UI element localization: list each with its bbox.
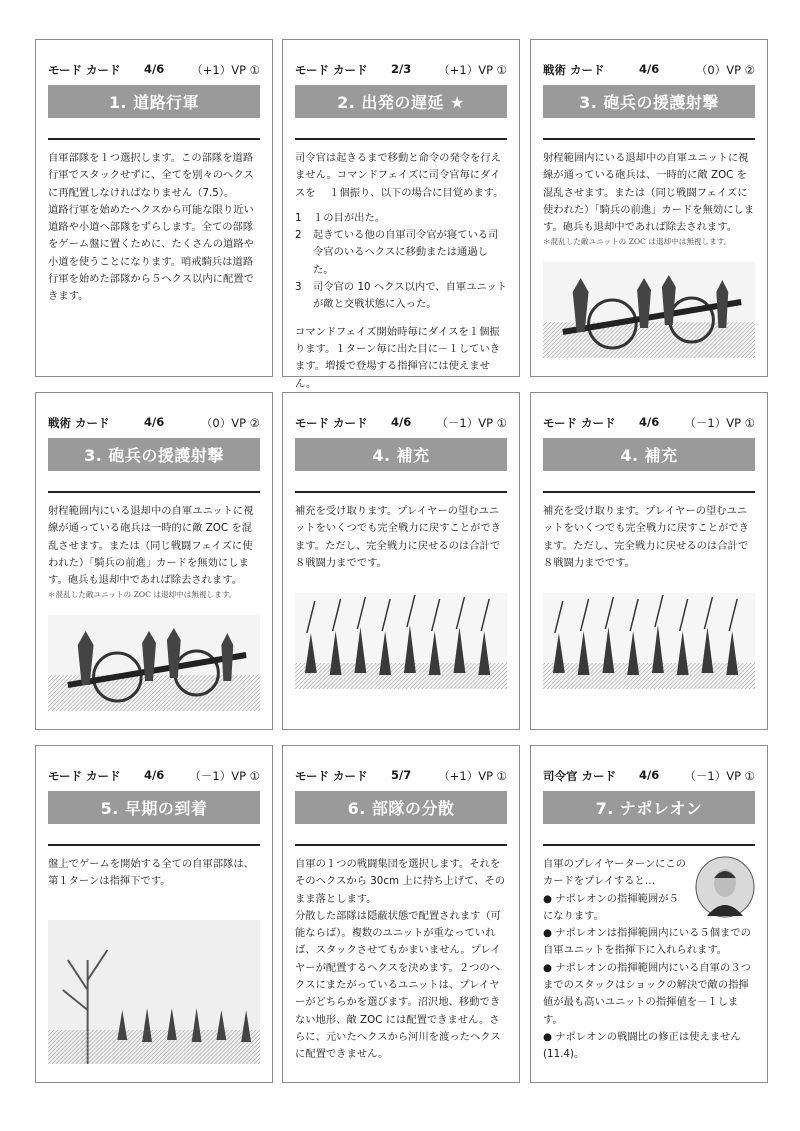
card-header: [48, 768, 260, 784]
card-vp: （+1）VP ①: [438, 63, 507, 77]
divider: [295, 491, 507, 493]
card-count: 4/6: [144, 768, 165, 782]
card-text: 補充を受け取ります。プレイヤーの望むユニットをいくつでも完全戦力に戻すことができます。ただし、完全戦力に戻せるのは合計で８戦闘力までです。: [543, 505, 749, 569]
infantry-march-illustration: [295, 593, 507, 689]
card-header: [543, 768, 755, 784]
card-count: 4/6: [144, 62, 165, 76]
card-vp: （+1）VP ①: [438, 769, 507, 783]
card-text: 分散した部隊は隠蔽状態で配置されます（可能ならば）。複数のユニットが重なっていれば、スタックさせてもかまいません。プレイヤーが配置するヘクスを決めます。２つのヘクスにまたがっているユニットは、プレイヤーがどちらかを選びます。沼沢地、移動できない地形、敵 ZOC には配置できません。さらに、元いたヘクスから河川を渡ったヘクスに配置できません。: [295, 909, 501, 1061]
card-text: 司令官は起きるまで移動と命令の発令を行えません。コマンドフェイズに司令官毎にダイスを １個振り、以下の場合に目覚めます。: [295, 152, 504, 199]
card-type: モード カード: [295, 769, 368, 783]
card-vp: （+1）VP ①: [191, 63, 260, 77]
divider: [543, 138, 755, 140]
card-text: 補充を受け取ります。プレイヤーの望むユニットをいくつでも完全戦力に戻すことができます。ただし、完全戦力に戻せるのは合計で８戦闘力までです。: [295, 505, 501, 569]
card-type: 戦術 カード: [48, 416, 110, 430]
card-unit-dispersion: [282, 745, 520, 1083]
card-body: [295, 856, 507, 1064]
card-artillery-support: [530, 39, 768, 377]
card-header: [48, 415, 260, 431]
card-text: 道路行軍を始めたヘクスから可能な限り近い道路や小道へ部隊をずらします。全ての部隊をゲーム盤に置くために、たくさんの道路や小道を使うことになります。哨戒騎兵は道路行軍を始めた部隊から５ヘクス以内に配置できます。: [48, 203, 254, 303]
divider: [48, 491, 260, 493]
card-count: 4/6: [144, 415, 165, 429]
card-reinforcement-2: [530, 392, 768, 730]
card-vp: （－1）VP ①: [436, 416, 507, 430]
card-title: 7. ナポレオン: [543, 791, 755, 824]
card-note: ＊混乱した敵ユニットの ZOC は退却中は無視します。: [48, 590, 237, 600]
card-text: ● ナポレオンの戦闘比の修正は使えません(11.4)。: [543, 1030, 741, 1061]
list-item: 1 １の目が出た。: [295, 211, 386, 224]
card-body: [543, 150, 755, 248]
card-text: 盤上でゲームを開始する全ての自軍部隊は、第１ターンは指揮下です。: [48, 858, 254, 888]
divider: [48, 138, 260, 140]
card-text: ● ナポレオンは指揮範囲内にいる５個までの自軍ユニットを指揮下に入れられます。: [543, 927, 751, 957]
card-body: [48, 503, 260, 601]
card-type: 司令官 カード: [543, 769, 617, 783]
card-title: 3. 砲兵の援護射撃: [48, 438, 260, 471]
napoleon-portrait: [695, 856, 755, 918]
card-text: 自軍部隊を１つ選択します。この部隊を道路行軍でスタックせずに、全てを別々のヘクスに再配置しなければなりません（7.5）。: [48, 152, 254, 199]
card-early-arrival: [35, 745, 273, 1083]
card-body: [48, 150, 260, 306]
infantry-march-illustration: [543, 593, 755, 689]
card-text: コマンドフェイズ開始時毎にダイスを１個振ります。１ターン毎に出た目に－１していきます。増援で登場する指揮官には使えません。: [295, 325, 500, 390]
card-body: [295, 503, 507, 572]
card-title: 1. 道路行軍: [48, 85, 260, 118]
card-delayed-departure: [282, 39, 520, 390]
card-vp: （0）VP ②: [200, 416, 260, 430]
card-vp: （－1）VP ①: [189, 769, 260, 783]
card-text: 射程範囲内にいる退却中の自軍ユニットに視線が通っている砲兵は、一時的に敵 ZOC を混乱させます。または（同じ戦闘フェイズに使われた）「騎兵の前進」カードを無効にします。砲兵も退却中であれば除去されます。: [543, 152, 755, 234]
card-header: [543, 415, 755, 431]
card-type: モード カード: [295, 63, 368, 77]
card-count: 4/6: [391, 415, 412, 429]
card-count: 5/7: [391, 768, 412, 782]
card-count: 2/3: [391, 62, 412, 76]
card-napoleon: [530, 745, 768, 1083]
card-text: ● ナポレオンの指揮範囲内にいる自軍の３つまでのスタックはショックの解決で敵の指揮値が最も高いユニットの指揮値を－１します。: [543, 961, 751, 1026]
divider: [295, 138, 507, 140]
card-text: 自軍のプレイヤーターンにこのカードをプレイすると…: [543, 858, 687, 888]
card-vp: （－1）VP ①: [684, 416, 755, 430]
card-title: 5. 早期の到着: [48, 791, 260, 824]
card-note: ＊混乱した敵ユニットの ZOC は退却中は無視します。: [543, 237, 732, 247]
card-title: 6. 部隊の分散: [295, 791, 507, 824]
card-count: 4/6: [639, 415, 660, 429]
card-header: [295, 768, 507, 784]
card-title: 4. 補充: [295, 438, 507, 471]
divider: [543, 491, 755, 493]
artillery-illustration: [543, 262, 755, 358]
card-text: 自軍の１つの戦闘集団を選択します。それをそのヘクスから 30cm 上に持ち上げて、そのまま落とします。: [295, 858, 506, 905]
card-text: 射程範囲内にいる退却中の自軍ユニットに視線が通っている砲兵は一時的に敵 ZOC を混乱させます。または（同じ戦闘フェイズに使われた）「騎兵の前進」カードを無効にします。砲兵も退却中であれば除去されます。: [48, 505, 254, 587]
card-vp: （－1）VP ①: [684, 769, 755, 783]
card-body: [295, 150, 507, 393]
card-vp: （0）VP ②: [695, 63, 755, 77]
card-type: モード カード: [295, 416, 368, 430]
card-artillery-support-2: [35, 392, 273, 730]
card-header: [295, 62, 507, 78]
card-reinforcement: [282, 392, 520, 730]
card-type: 戦術 カード: [543, 63, 605, 77]
card-count: 4/6: [639, 768, 660, 782]
card-count: 4/6: [639, 62, 660, 76]
card-header: [295, 415, 507, 431]
card-title: 4. 補充: [543, 438, 755, 471]
card-type: モード カード: [48, 769, 121, 783]
divider: [295, 844, 507, 846]
numbered-list: [295, 210, 507, 314]
list-item: 2 起きている他の自軍司令官が寝ている司令官のいるヘクスに移動または通過した。: [295, 229, 499, 276]
card-type: モード カード: [543, 416, 616, 430]
list-item: 3 司令官の 10 ヘクス以内で、自軍ユニットが敵と交戦状態に入った。: [295, 281, 507, 311]
card-type: モード カード: [48, 63, 121, 77]
card-body: [543, 856, 755, 1064]
card-road-march: [35, 39, 273, 377]
card-title: 2. 出発の遅延 ★: [295, 85, 507, 118]
card-header: [48, 62, 260, 78]
divider: [543, 844, 755, 846]
divider: [48, 844, 260, 846]
card-body: [543, 503, 755, 572]
card-title: 3. 砲兵の援護射撃: [543, 85, 755, 118]
card-header: [543, 62, 755, 78]
card-body: [48, 856, 260, 891]
card-text: ● ナポレオンの指揮範囲が５になります。: [543, 892, 679, 922]
column-march-illustration: [48, 920, 260, 1064]
artillery-illustration: [48, 615, 260, 711]
